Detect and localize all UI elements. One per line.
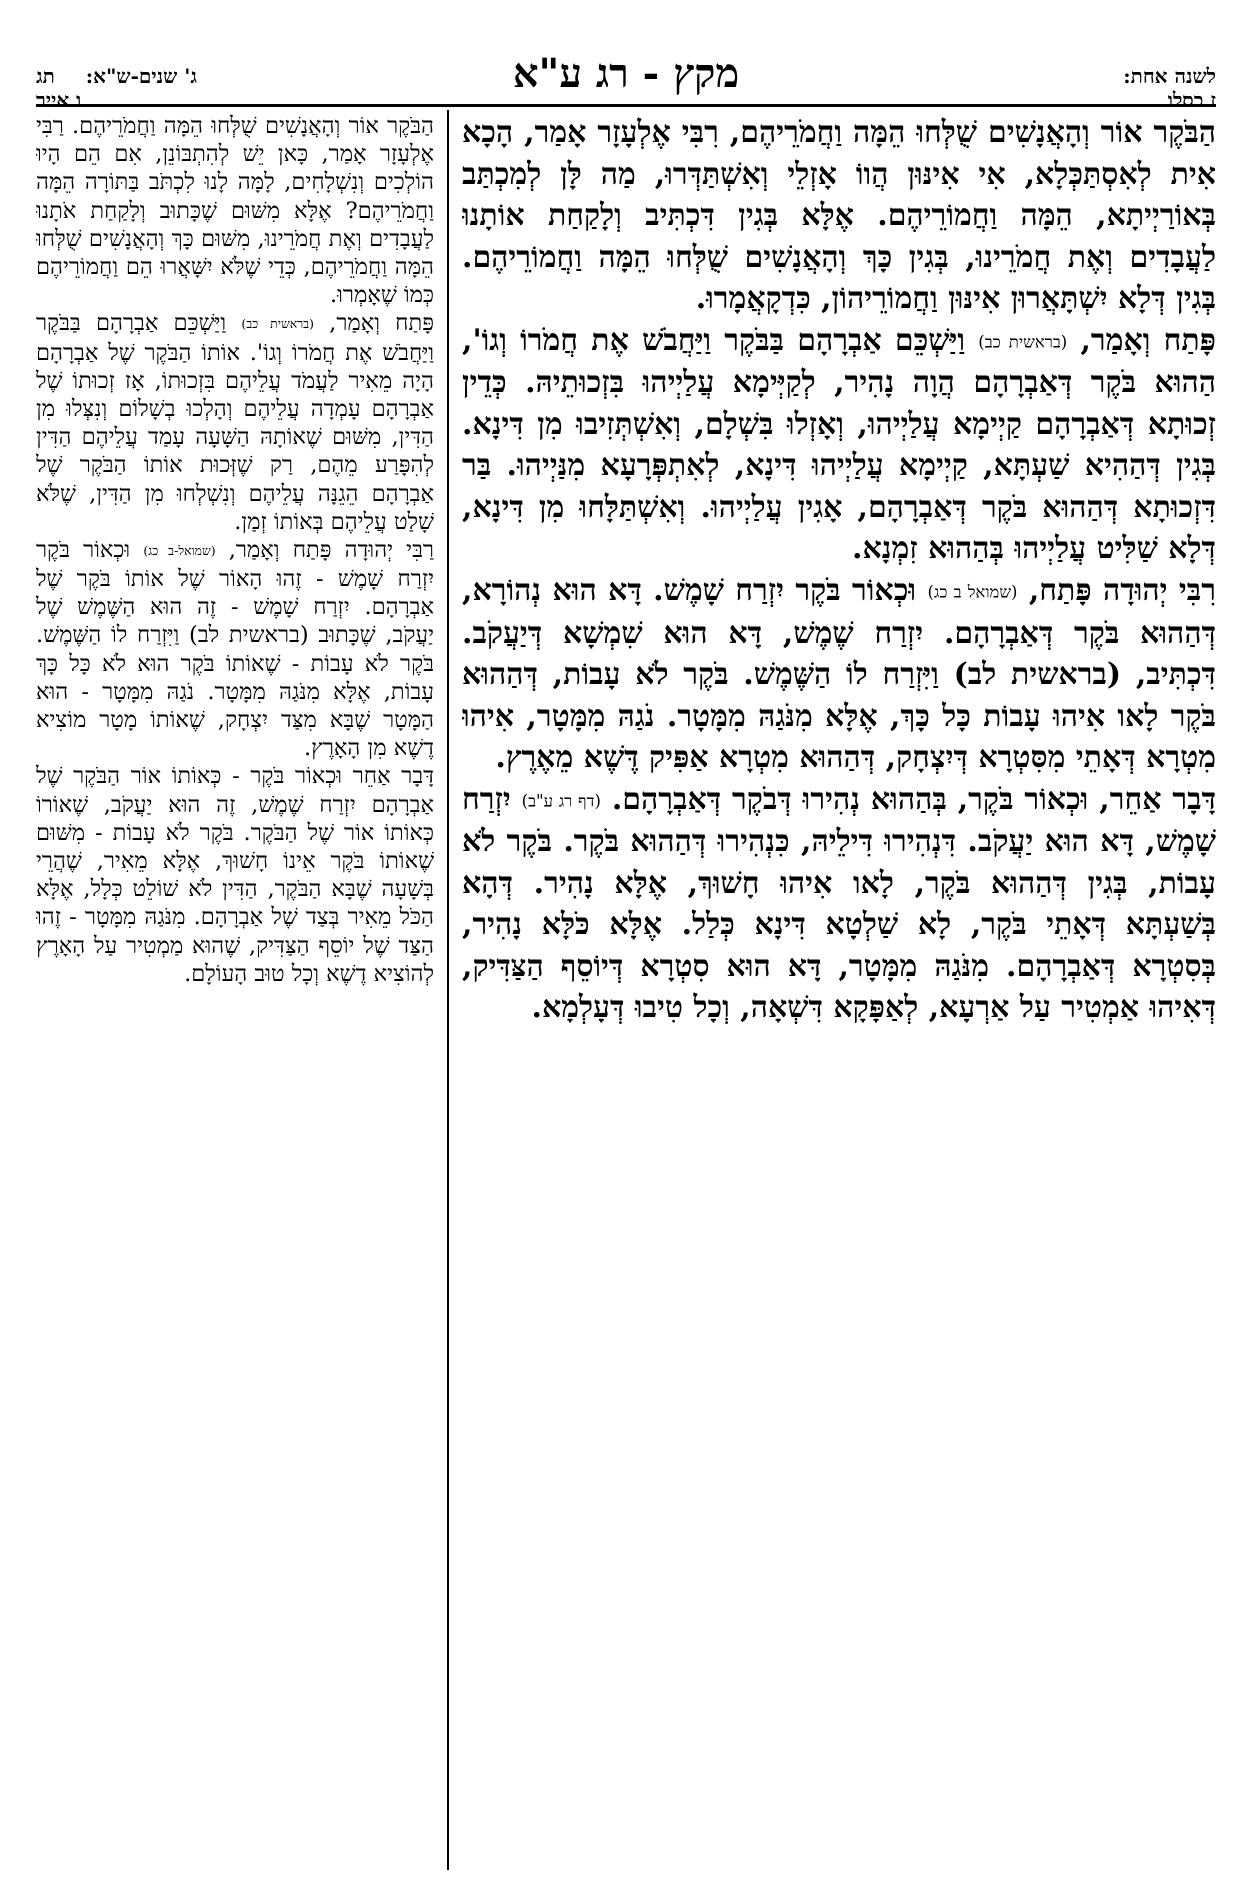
translation-column	[36, 112, 434, 1852]
paragraph-text: וַיַּשְׁכֵּם אַבְרָהָם בַּבֹּקֶר וַיַּחֲבֹשׁ אֶת חֲמֹרוֹ וְגוֹ', הַהוּא בֹּקֶר דְּאַבְרָהָם הֲוָה נָהִיר, לְקַיְּימָא עֲלַיְיהוּ בִּזְכוּתֵיהּ. כְּדֵין זְכוּתָא דְּאַבְרָהָם קַיְימָא עֲלַיְיהוּ, וְאָזְלוּ בִּשְׁלָם, וְאִשְׁתְּזִיבוּ מִן דִּינָא. בְּגִין דְּהַהִיא שַׁעְתָּא, קַיְימָא עֲלַיְיהוּ דִּינָא, לְאִתְפְּרָעָא מִנַּיְיהוּ. בַּר דִּזְכוּתָא דְּהַהוּא בֹּקֶר דְּאַבְרָהָם, אָגִין עֲלַיְיהוּ. וְאִשְׁתַּלָּחוּ מִן דִּינָא, דְּלָא שַׁלִּיט עֲלַיְיהוּ בְּהַהוּא זִמְנָא.	[462, 322, 1216, 567]
paragraph-opening: דָּבָר אַחֵר, וּכְאוֹר בֹּקֶר, בְּהַהוּא נְהִירוּ דְּבֹקֶר דְּאַבְרָהָם.	[600, 781, 1216, 817]
page-header	[36, 50, 1216, 112]
main-paragraph	[462, 779, 1216, 1029]
paragraph-text: הַבֹּקֶר אוֹר וְהָאֲנָשִׁים שֻׁלְּחוּ הֵמָּה וַחֲמֹרֵיהֶם. רַבִּי אֶלְעָזָר אָמַר, כָּאן יֵשׁ לְהִתְבּוֹנֵן, אִם הֵם הָיוּ הוֹלְכִים וְנִשְׁלָחִים, לָמָּה לָנוּ לִכְתֹּב בַּתּוֹרָה הֵמָּה וַחֲמֹרֵיהֶם? אֶלָּא מִשּׁוּם שֶׁכָּתוּב וְלָקַחַת אֹתָנוּ לַעֲבָדִים וְאֶת חֲמֹרֵינוּ, מִשּׁוּם כָּךְ וְהָאֲנָשִׁים שֻׁלְּחוּ הֵמָּה וַחֲמֹרֵיהֶם, כְּדֵי שֶׁלֹּא יִשָּׁאֲרוּ הֵם וַחֲמוֹרֵיהֶם כְּמוֹ שֶׁאָמְרוּ.	[36, 113, 434, 309]
side-paragraph	[36, 762, 434, 988]
paragraph-opening: פָּתַח וְאָמַר,	[313, 310, 434, 337]
page-title: מקץ - רג ע"א	[512, 50, 740, 97]
date-one-year: ז כסלו	[1167, 88, 1216, 112]
main-paragraph	[462, 320, 1216, 570]
side-paragraph	[36, 309, 434, 536]
paragraph-text: וּכְאוֹר בֹּקֶר יִזְרַח שָׁמֶשׁ - זֶהוּ הָאוֹר שֶׁל אוֹתוֹ בֹּקֶר שֶׁל אַבְרָהָם. יִזְרַח שָׁמֶשׁ - זֶה הוּא הַשֶּׁמֶשׁ שֶׁל יַעֲקֹב, שֶׁכָּתוּב (בראשית לב) וַיִּזְרַח לוֹ הַשֶּׁמֶשׁ. בֹּקֶר לֹא עָבוֹת - שֶׁאוֹתוֹ בֹּקֶר הוּא לֹא כָּל כָּךְ עָבוֹת, אֶלָּא מִנֹּגַהּ מִמָּטָר. נֹגַהּ מִמָּטָר - הוּא הַמָּטָר שֶׁבָּא מִצַּד יִצְחָק, שֶׁאוֹתוֹ מָטָר מוֹצִיא דֶשֶׁא מִן הָאָרֶץ.	[36, 536, 434, 762]
paragraph-opening: רַבִּי יְהוּדָה פָּתַח וְאָמַר,	[215, 536, 434, 563]
column-divider	[447, 110, 449, 1870]
source-reference: (שמואל-ב כג)	[143, 543, 216, 558]
main-text-column	[462, 112, 1216, 1852]
paragraph-opening: רִבִּי יְהוּדָה פָּתַח,	[1017, 572, 1216, 608]
date-three-years: ו אייר	[36, 88, 82, 112]
paragraph-text: וַיַּשְׁכֵּם אַבְרָהָם בַּבֹּקֶר וַיַּחֲבֹשׁ אֶת חֲמֹרוֹ וְגוֹ'. אוֹתוֹ הַבֹּקֶר שֶׁל אַבְרָהָם הָיָה מֵאִיר לַעֲמֹד עֲלֵיהֶם בִּזְכוּתוֹ, אָז זְכוּתוֹ שֶׁל אַבְרָהָם עָמְדָה עֲלֵיהֶם וְהָלְכוּ בְשָׁלוֹם וְנִצְּלוּ מִן הַדִּין, מִשּׁוּם שֶׁאוֹתָהּ הַשָּׁעָה עָמַד עֲלֵיהֶם הַדִּין לְהִפָּרַע מֵהֶם, רַק שֶׁזְּכוּת אוֹתוֹ הַבֹּקֶר שֶׁל אַבְרָהָם הֵגֵנָּה עֲלֵיהֶם וְנִשְׁלְחוּ מִן הַדִּין, שֶׁלֹּא שָׁלַט עֲלֵיהֶם בְּאוֹתוֹ זְמַן.	[36, 310, 434, 535]
paragraph-text: וּכְאוֹר בֹּקֶר יִזְרַח שָׁמֶשׁ. דָּא הוּא נְהוֹרָא, דְּהַהוּא בֹּקֶר דְּאַבְרָהָם. יִזְרַח שֶׁמֶשׁ, דָּא הוּא שִׁמְשָׁא דְּיַעֲקֹב. דִּכְתִּיב, (בראשית לב) וַיִּזְרַח לוֹ הַשֶּׁמֶשׁ. בֹּקֶר לֹא עָבוֹת, דְּהַהוּא בֹּקֶר לָאו אִיהוּ עָבוֹת כָּל כָּךְ, אֶלָּא מִנֹּגַהּ מִמָּטָר. נֹגַהּ מִמָּטָר, אִיהוּ מִטְרָא דְּאָתֵי מִסִּטְרָא דְּיִצְחָק, דְּהַהוּא מִטְרָא אַפִּיק דֶּשֶׁא מֵאֶרֶץ.	[462, 572, 1216, 775]
source-reference: (דף רג ע"ב)	[521, 790, 601, 810]
study-schedule-one-year: לשנה אחת:	[1123, 64, 1216, 88]
paragraph-opening: פָּתַח וְאָמַר,	[1067, 322, 1216, 358]
paragraph-text: דָּבָר אַחֵר וּכְאוֹר בֹּקֶר - כְּאוֹתוֹ אוֹר הַבֹּקֶר שֶׁל אַבְרָהָם יִזְרַח שֶׁמֶשׁ, זֶה הוּא יַעֲקֹב, שֶׁאוֹרוֹ כְּאוֹתוֹ אוֹר שֶׁל הַבֹּקֶר. בֹּקֶר לֹא עָבוֹת - מִשּׁוּם שֶׁאוֹתוֹ בֹּקֶר אֵינוֹ חָשׁוּךְ, אֶלָּא מֵאִיר, שֶׁהֲרֵי בְּשָׁעָה שֶׁבָּא הַבֹּקֶר, הַדִּין לֹא שׁוֹלֵט כְּלָל, אֶלָּא הַכֹּל מֵאִיר בְּצַד שֶׁל אַבְרָהָם. מִנֹּגַהּ מִמָּטָר - זֶהוּ הַצַּד שֶׁל יוֹסֵף הַצַּדִּיק, שֶׁהוּא מַמְטִיר עַל הָאָרֶץ לְהוֹצִיא דֶשֶׁא וְכָל טוּב הָעוֹלָם.	[36, 763, 434, 987]
main-paragraph	[462, 112, 1216, 320]
main-paragraph	[462, 570, 1216, 779]
source-reference: (שמואל ב כג)	[927, 582, 1018, 601]
source-reference: (בראשית כב)	[241, 317, 314, 332]
source-reference: (בראשית כב)	[978, 331, 1068, 351]
paragraph-text: הַבֹּקֶר אוֹר וְהָאֲנָשִׁים שֻׁלְּחוּ הֵמָּה וַחֲמֹרֵיהֶם, רִבִּי אֶלְעָזָר אָמַר, הָכָא אִית לְאִסְתַּכְּלָא, אִי אִינּוּן הֲווֹ אָזְלֵי וְאִשְׁתַּדְּרוּ, מַה לָּן לְמִכְתַּב בְּאוֹרַיְיתָא, הֵמָּה וַחֲמוֹרֵיהֶם. אֶלָּא בְּגִין דִּכְתִּיב וְלָקַחַת אוֹתָנוּ לַעֲבָדִים וְאֶת חֲמֹרֵינוּ, בְּגִין כָּךְ וְהָאֲנָשִׁים שֻׁלְּחוּ הֵמָּה וַחֲמוֹרֵיהֶם. בְּגִין דְּלָא יִשְׁתָּאֲרוּן אִינּוּן וַחֲמוֹרֵיהוֹן, כִּדְקָאֲמָרוּ.	[462, 115, 1216, 316]
paragraph-text: יִזְרַח שָׁמֶשׁ, דָּא הוּא יַעֲקֹב. דִּנְהִירוּ דִּילֵיהּ, כִּנְהִירוּ דְּהַהוּא בֹּקֶר. בֹּקֶר לֹא עָבוֹת, בְּגִין דְּהַהוּא בֹּקֶר, לָאו אִיהוּ חָשׁוּךְ, אֶלָּא נָהִיר. דְּהָא בְּשַׁעְתָּא דְּאָתֵי בֹּקֶר, לָא שַׁלְטָא דִּינָא כְּלַל. אֶלָּא כֹּלָּא נָהִיר, בְּסִטְרָא דְּאַבְרָהָם. מִנֹּגַהּ מִמָּטָר, דָּא הוּא סִטְרָא דְּיוֹסֵף הַצַּדִּיק, דְּאִיהוּ אַמְטִיר עַל אַרְעָא, לְאַפָּקָא דִּשְׁאָה, וְכָל טִיבוּ דְּעָלְמָא.	[462, 781, 1216, 1026]
page-number: תג	[36, 64, 55, 88]
study-schedule-three-years: ג' שנים-ש"א:	[85, 64, 197, 88]
header-divider	[36, 104, 1216, 107]
side-paragraph	[36, 112, 434, 309]
side-paragraph	[36, 536, 434, 763]
